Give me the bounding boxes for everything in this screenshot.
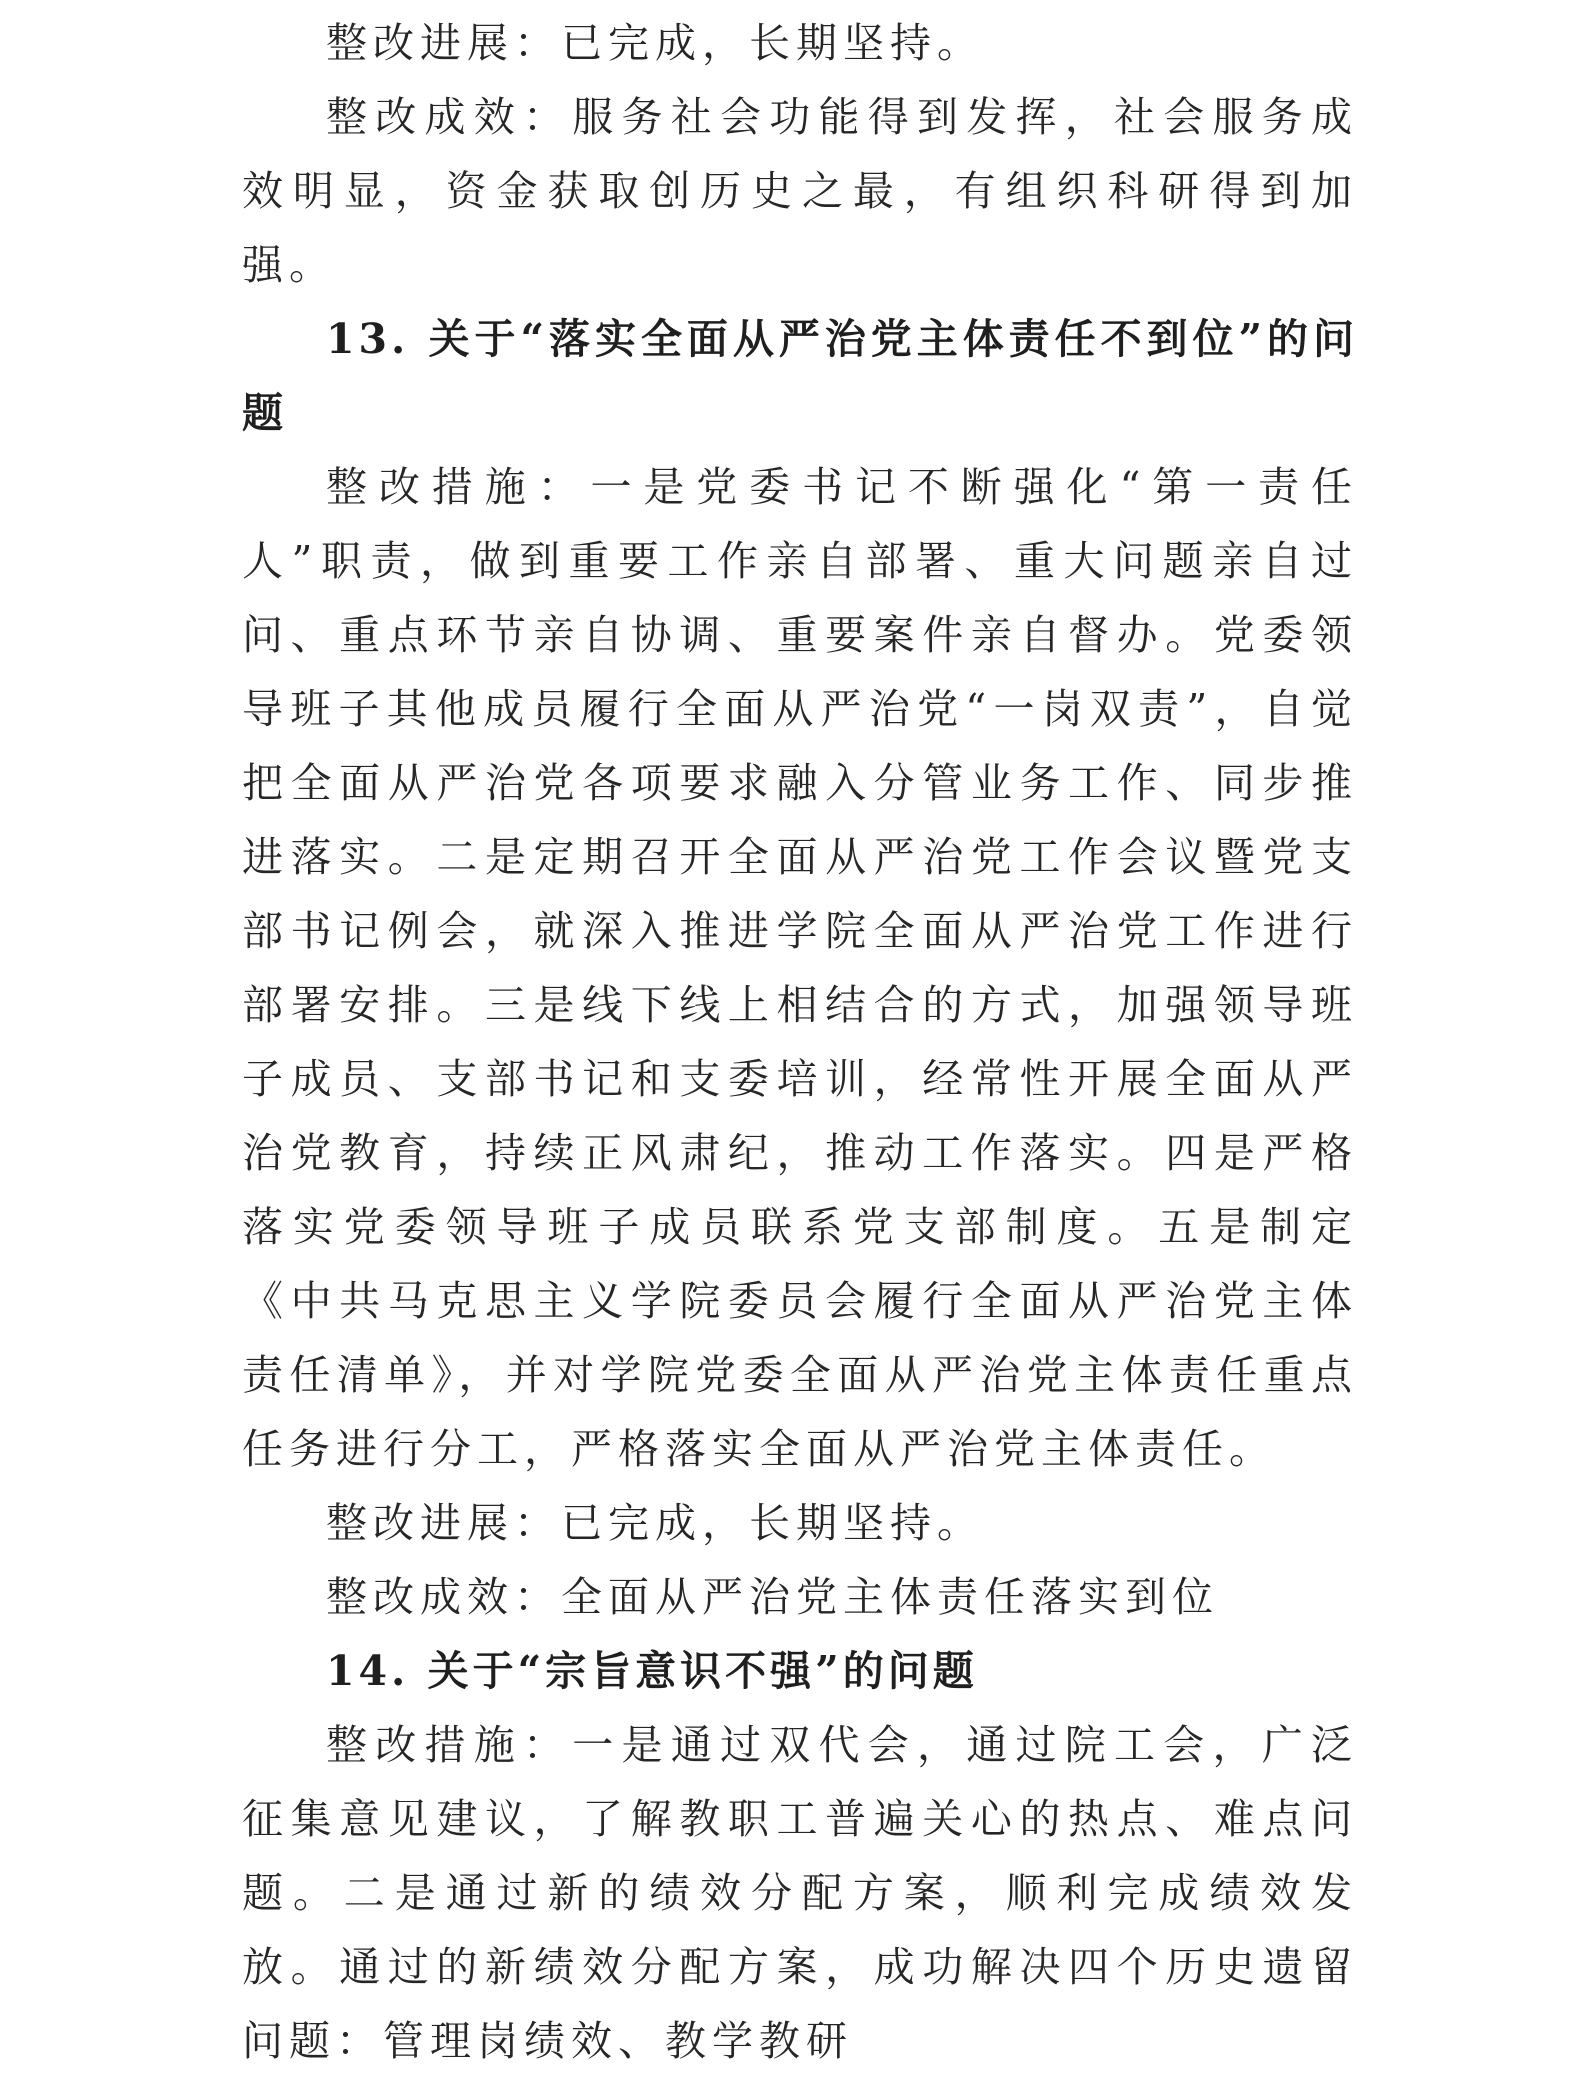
measures-paragraph: 整改措施：一是党委书记不断强化“第一责任人”职责，做到重要工作亲自部署、重大问题亲自过问、重点环节亲自协调、重要案件亲自督办。党委领导班子其他成员履行全面从严治党“一岗双责”，自觉把全面从严治党各项要求融入分管业务工作、同步推进落实。二是定期召开全面从严治党工作会议暨党支部书记例会，就深入推进学院全面从严治党工作进行部署安排。三是线下线上相结合的方式，加强领导班子成员、支部书记和支委培训，经常性开展全面从严治党教育，持续正风肃纪，推动工作落实。四是严格落实党委领导班子成员联系党支部制度。五是制定《中共马克思主义学院委员会履行全面从严治党主体责任清单》，并对学院党委全面从严治党主体责任重点任务进行分工，严格落实全面从严治党主体责任。	[242, 463, 1358, 1473]
section-heading-14: 14. 关于“宗旨意识不强”的问题	[326, 1647, 978, 1695]
section-heading-13: 13. 关于“落实全面从严治党主体责任不到位”的问题	[242, 315, 1358, 437]
results-paragraph: 整改成效：服务社会功能得到发挥，社会服务成效明显，资金获取创历史之最，有组织科研得到加强。	[242, 93, 1358, 289]
measures-paragraph: 整改措施：一是通过双代会，通过院工会，广泛征集意见建议，了解教职工普遍关心的热点、难点问题。二是通过新的绩效分配方案，顺利完成绩效发放。通过的新绩效分配方案，成功解决四个历史遗留问题：管理岗绩效、教学教研	[242, 1721, 1358, 2065]
progress-paragraph: 整改进展：已完成，长期坚持。	[326, 1499, 984, 1547]
progress-paragraph: 整改进展：已完成，长期坚持。	[326, 19, 984, 67]
results-paragraph: 整改成效：全面从严治党主体责任落实到位	[326, 1573, 1219, 1621]
document-body	[242, 6, 1358, 2078]
